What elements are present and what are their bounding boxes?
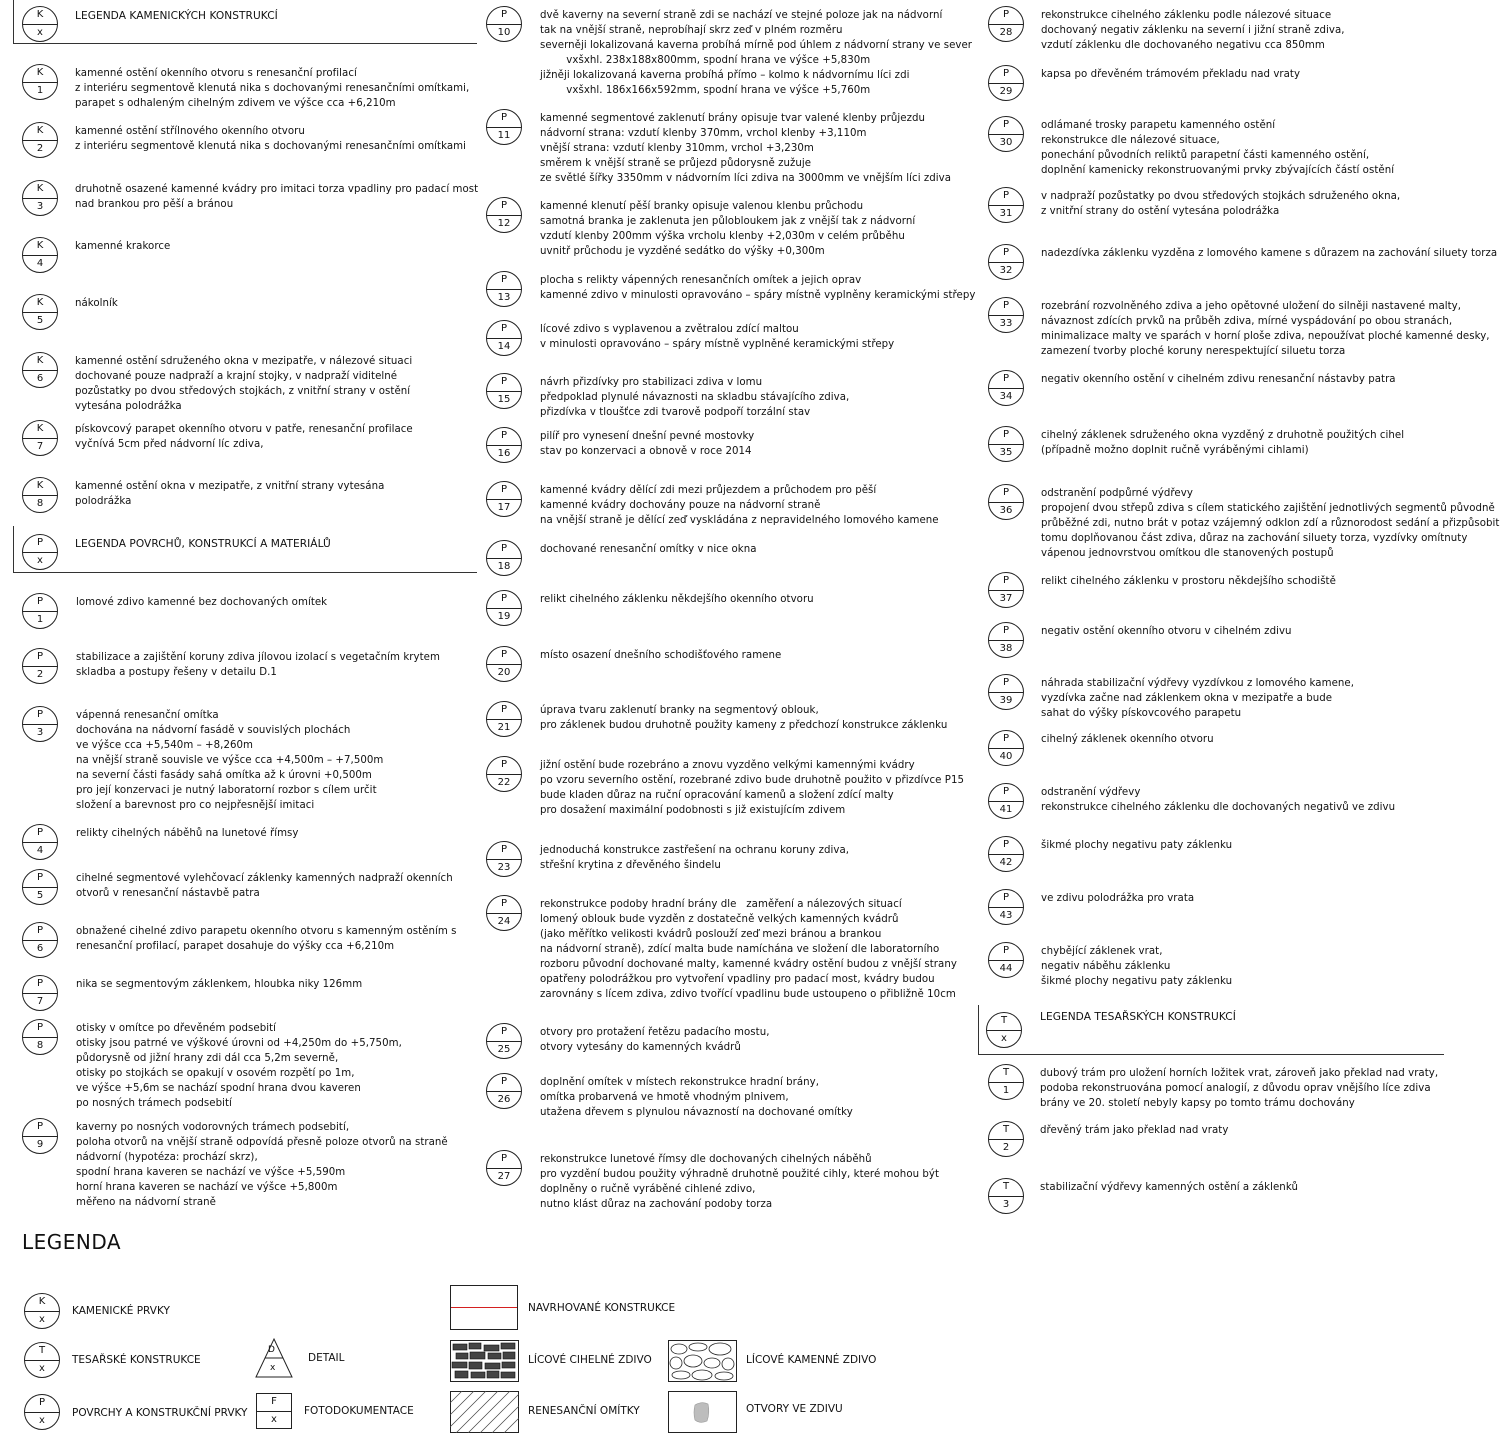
p-header-text: LEGENDA POVRCHŮ, KONSTRUKCÍ A MATERIÁLŮ xyxy=(75,538,331,550)
entry-description: relikt cihelného záklenku v prostoru někdejšího schodiště xyxy=(1041,576,1336,587)
entry-symbol xyxy=(22,593,58,629)
entry-description: jižní ostění bude rozebráno a znovu vyzděno velkými kamennými kvádry po vzoru severního ostění, rozebrané zdivo bude druhotně použito v přizdívce P15 bude kladen důraz na ruční opracování kamenů a složení zdící malty pro dosažení maximální podobnosti s již existujícím zdivem xyxy=(540,760,965,816)
entry-symbol xyxy=(988,674,1024,710)
entry-symbol xyxy=(486,590,522,626)
entry-symbol-letter: P xyxy=(1002,945,1010,956)
legend-d-letter: D xyxy=(268,1345,275,1355)
entry-description: v nadpraží pozůstatky po dvou středových stojkách sdruženého okna, z vnitřní strany do ostění vytesána polodrážka xyxy=(1041,191,1401,217)
entry-description: lícové zdivo s vyplavenou a zvětralou zdící maltou v minulosti opravováno – spáry místně vyplněné keramickými střepy xyxy=(540,324,895,350)
legend-d-num: x xyxy=(270,1363,276,1373)
entry-symbol-letter: P xyxy=(36,651,44,662)
entry-description: rekonstrukce lunetové římsy dle dochovaných cihelných náběhů pro vyzdění budou použity výhradně druhotně použité cihly, které mohou být doplněny o ručně vyráběné cihlené zdivo, nutno klást důraz na zachování podoby torza xyxy=(540,1154,940,1210)
entry-symbol-letter: P xyxy=(500,274,508,285)
entry-symbol-number: 39 xyxy=(999,695,1013,706)
entry-description: dochované renesanční omítky v nice okna xyxy=(540,544,757,555)
entry-description: ve zdivu polodrážka pro vrata xyxy=(1041,893,1195,904)
entry-symbol-letter: P xyxy=(36,925,44,936)
legend-k-label: KAMENICKÉ PRVKY xyxy=(72,1305,170,1317)
entry-symbol-number: 28 xyxy=(999,27,1013,38)
legend-p-symbol: P x xyxy=(24,1394,60,1430)
entry-symbol-number: 42 xyxy=(999,857,1013,868)
entry-symbol-letter: K xyxy=(36,67,44,78)
entry-description: lomové zdivo kamenné bez dochovaných omítek xyxy=(76,597,328,608)
entry-symbol xyxy=(988,187,1024,223)
entry-symbol xyxy=(22,420,58,456)
entry-symbol-number: 3 xyxy=(1002,1199,1010,1210)
legend-t-symbol: T x xyxy=(24,1342,60,1378)
entry-symbol xyxy=(22,1118,58,1154)
entry-symbol-letter: P xyxy=(1002,119,1010,130)
entry-symbol-number: 7 xyxy=(36,996,44,1007)
entry-symbol-letter: K xyxy=(36,183,44,194)
entry-symbol-number: 26 xyxy=(497,1094,511,1105)
entry-symbol xyxy=(22,237,58,273)
entry-symbol-letter: P xyxy=(1002,247,1010,258)
entry-description: doplnění omítek v místech rekonstrukce hradní brány, omítka probarvená ve hmotě vhodným plnivem, utažena dřevem s plynulou návazností na dochované omítky xyxy=(540,1077,853,1118)
entry-description: odstranění výdřevy rekonstrukce cihelného záklenku dle dochovaných negativů ve zdivu xyxy=(1041,787,1396,813)
entry-description: rozebrání rozvolněného zdiva a jeho opětovné uložení do silněji nastavené malty, návaznost zdících prvků na průběh zdiva, mírné vyspádování po obou stranách, minimalizace malty ve sparách v horní ploše zdiva, nepoužívat ploché kamenné desky, zamezení tvorby ploché koruny nerespektující siluetu torza xyxy=(1041,301,1490,357)
entry-description: nákolník xyxy=(75,298,118,309)
entry-symbol-letter: P xyxy=(1002,68,1010,79)
entry-symbol-letter: K xyxy=(36,480,44,491)
entry-symbol xyxy=(988,622,1024,658)
entry-symbol-number: 4 xyxy=(36,845,44,856)
entry-symbol-letter: P xyxy=(1002,487,1010,498)
entry-description: kamenné kvádry dělící zdi mezi průjezdem a průchodem pro pěší kamenné kvádry dochovány pouze na nádvorní straně na vnější straně je dělící zeď vyskládána z nepravidelného lomového kamene xyxy=(540,485,939,526)
entry-symbol xyxy=(988,244,1024,280)
entry-symbol-letter: K xyxy=(36,240,44,251)
opening-swatch-icon xyxy=(668,1391,737,1433)
entry-symbol-letter: P xyxy=(500,9,508,20)
entry-symbol-number: 4 xyxy=(36,258,44,269)
legend-k-symbol: K x xyxy=(24,1293,60,1329)
entry-description: pilíř pro vynesení dnešní pevné mostovky stav po konzervaci a obnově v roce 2014 xyxy=(540,431,755,457)
entry-symbol-letter: P xyxy=(500,649,508,660)
entry-symbol xyxy=(486,841,522,877)
openings-label: OTVORY VE ZDIVU xyxy=(746,1403,843,1415)
entry-description: stabilizační výdřevy kamenných ostění a záklenků xyxy=(1040,1182,1298,1193)
entry-symbol-letter: P xyxy=(1002,786,1010,797)
entry-symbol xyxy=(486,6,522,42)
entry-symbol-letter: P xyxy=(36,1022,44,1033)
entry-description: druhotně osazené kamenné kvádry pro imitaci torza vpadliny pro padací most nad brankou pro pěší a bránou xyxy=(75,184,479,210)
entry-description: kamenné klenutí pěší branky opisuje valenou klenbu průchodu samotná branka je zaklenuta jen půlobloukem jak z vnější tak z nádvorní vzdutí klenby 200mm výška vrcholu klenby +2,030m v celém průběhu uvnitř průchodu je vyzděné sedátko do výšky +0,300m xyxy=(540,201,916,257)
entry-symbol-number: 6 xyxy=(36,373,44,384)
entry-symbol-letter: P xyxy=(1002,429,1010,440)
entry-symbol-number: 15 xyxy=(497,394,511,405)
entry-description: kamenné ostění střílnového okenního otvoru z interiéru segmentově klenutá nika s dochovanými renesančními omítkami xyxy=(75,126,467,152)
entry-symbol xyxy=(988,370,1024,406)
entry-symbol xyxy=(988,6,1024,42)
entry-symbol-number: 38 xyxy=(999,643,1013,654)
entry-symbol-letter: K xyxy=(36,423,44,434)
entry-symbol xyxy=(988,484,1024,520)
entry-description: otvory pro protažení řetězu padacího mostu, otvory vytesány do kamenných kvádrů xyxy=(540,1027,770,1053)
entry-description: cihelný záklenek okenního otvoru xyxy=(1041,734,1214,745)
entry-description: plocha s relikty vápenných renesančních omítek a jejich oprav kamenné zdivo v minulosti opravováno – spáry místně vyplněny keramickými střepy xyxy=(540,275,976,301)
entry-symbol xyxy=(486,109,522,145)
entry-symbol-number: 1 xyxy=(1002,1085,1010,1096)
entry-symbol xyxy=(22,180,58,216)
entry-description: kamenné segmentové zaklenutí brány opisuje tvar valené klenby průjezdu nádvorní strana: vzdutí klenby 370mm, vrchol klenby +3,110m vnější strana: vzdutí klenby 310mm, vrchol +3,230m směrem k vnější straně se průjezd půdorysně zužuje ze světlé šířky 3350mm v nádvorním líci zdiva na 3000mm ve vnějším líci zdiva xyxy=(540,113,952,184)
entry-description: pískovcový parapet okenního otvoru v patře, renesanční profilace vyčnívá 5cm před nádvorní líc zdiva, xyxy=(75,424,413,450)
entry-symbol-number: 12 xyxy=(497,218,511,229)
entry-symbol-letter: P xyxy=(500,844,508,855)
entry-symbol-letter: P xyxy=(500,430,508,441)
entry-description: rekonstrukce podoby hradní brány dle zaměření a nálezových situací lomený oblouk bude vyzděn z dostatečně velkých kamenných kvádrů (jako měřítko velikosti kvádrů poslouží zeď mezi bránou a brankou na nádvorní straně), zdící malta bude namíchána ve složení dle laboratorního rozboru původní dochované malty, kamenné kvádry ostění budou z vnější strany opatřeny polodrážkou pro vytvoření vpadliny pro padací most, kvádry budou zarovnány s lícem zdiva, zdivo tvořící vpadlinu bude ustoupeno o přibližně 10cm xyxy=(540,899,957,1000)
legend-p-label: POVRCHY A KONSTRUKČNÍ PRVKY xyxy=(72,1407,248,1419)
entry-symbol-number: 9 xyxy=(36,1139,44,1150)
entry-symbol-number: 20 xyxy=(497,667,511,678)
entry-symbol xyxy=(486,271,522,307)
entry-description: šikmé plochy negativu paty záklenku xyxy=(1041,840,1233,851)
plaster-label: RENESANČNÍ OMÍTKY xyxy=(528,1405,640,1417)
legend-f-label: FOTODOKUMENTACE xyxy=(304,1405,414,1417)
entry-symbol-number: 5 xyxy=(36,890,44,901)
entry-symbol-letter: P xyxy=(500,323,508,334)
entry-symbol xyxy=(988,783,1024,819)
plaster-hatch-icon xyxy=(450,1391,519,1433)
entry-symbol xyxy=(22,648,58,684)
entry-symbol xyxy=(22,869,58,905)
entry-symbol-number: 18 xyxy=(497,561,511,572)
stone-label: LÍCOVÉ KAMENNÉ ZDIVO xyxy=(746,1354,877,1366)
entry-symbol xyxy=(988,1121,1024,1157)
entry-symbol xyxy=(22,294,58,330)
entry-symbol xyxy=(486,481,522,517)
entry-symbol-letter: P xyxy=(500,704,508,715)
entry-symbol xyxy=(486,1073,522,1109)
entry-description: dvě kaverny na severní straně zdi se nachází ve stejné poloze jak na nádvorní tak na vnější straně, neprobíhají skrz zeď v plném rozměru severněji lokalizovaná kaverna probíhá mírně pod úhlem z nádvorní strany ve sever vxšxhl. 238x188x800mm, spodní hrana ve výšce +5,830m jižněji lokalizovaná kaverna probíhá přímo – kolmo k nádvornímu líci zdi vxšxhl. 186x166x592mm, spodní hrana ve výšce +5,760m xyxy=(540,10,973,96)
brick-label: LÍCOVÉ CIHELNÉ ZDIVO xyxy=(528,1354,652,1366)
entry-description: kamenné krakorce xyxy=(75,241,171,252)
k-header-underline xyxy=(13,43,477,44)
entry-description: nika se segmentovým záklenkem, hloubka niky 126mm xyxy=(76,979,363,990)
entry-description: kamenné ostění okenního otvoru s renesanční profilací z interiéru segmentově klenutá nika s dochovanými renesančními omítkami, parapet s odhaleným cihelným zdivem ve výšce cca +6,210m xyxy=(75,68,470,109)
entry-description: dubový trám pro uložení horních ložitek vrat, zároveň jako překlad nad vraty, podoba rekonstruována pomocí analogií, z důvodu oprav vnějšího líce zdiva brány ve 20. století nebyly kapsy po tomto trámu dochovány xyxy=(1040,1068,1439,1109)
entry-symbol xyxy=(22,64,58,100)
entry-symbol-letter: P xyxy=(1002,575,1010,586)
entry-symbol-letter: P xyxy=(1002,733,1010,744)
entry-symbol xyxy=(486,646,522,682)
entry-description: jednoduchá konstrukce zastřešení na ochranu koruny zdiva, střešní krytina z dřevěného šindelu xyxy=(540,845,850,871)
entry-symbol-number: 19 xyxy=(497,611,511,622)
entry-symbol xyxy=(486,540,522,576)
entry-description: cihelný záklenek sdruženého okna vyzděný z druhotně použitých cihel (případně možno doplnit ručně vyráběnými cihlami) xyxy=(1041,430,1405,456)
k-header-bracket xyxy=(13,0,14,43)
entry-symbol xyxy=(486,895,522,931)
entry-description: kapsa po dřevěném trámovém překladu nad vraty xyxy=(1041,69,1301,80)
entry-symbol-number: 2 xyxy=(36,143,44,154)
entry-symbol xyxy=(486,701,522,737)
entry-symbol-number: 8 xyxy=(36,498,44,509)
entry-symbol xyxy=(988,1178,1024,1214)
entry-symbol-letter: P xyxy=(500,898,508,909)
entry-symbol xyxy=(486,197,522,233)
entry-symbol-letter: P xyxy=(1002,300,1010,311)
entry-symbol-number: 30 xyxy=(999,137,1013,148)
entry-symbol xyxy=(988,116,1024,152)
entry-description: stabilizace a zajištění koruny zdiva jílovou izolací s vegetačním krytem skladba a postupy řešeny v detailu D.1 xyxy=(76,652,440,678)
entry-symbol-letter: P xyxy=(36,872,44,883)
entry-description: rekonstrukce cihelného záklenku podle nálezové situace dochovaný negativ záklenku na severní i jižní straně zdiva, vzdutí záklenku dle dochovaného negativu cca 850mm xyxy=(1041,10,1345,51)
entry-symbol-letter: P xyxy=(1002,9,1010,20)
entry-symbol-number: 16 xyxy=(497,448,511,459)
entry-symbol-letter: P xyxy=(36,709,44,720)
entry-description: kaverny po nosných vodorovných trámech podsebití, poloha otvorů na vnější straně odpovídá přesně poloze otvorů na straně nádvorní (hypotéza: prochází skrz), spodní hrana kaveren se nachází ve výšce +5,590m horní hrana kaveren se nachází ve výšce +5,800m měřeno na nádvorní straně xyxy=(76,1122,448,1208)
k-header-symbol: K x xyxy=(22,6,58,42)
entry-description: obnažené cihelné zdivo parapetu okenního otvoru s kamenným ostěním s renesanční profilací, parapet dosahuje do výšky cca +6,210m xyxy=(76,926,457,952)
entry-symbol-letter: P xyxy=(1002,677,1010,688)
entry-symbol-letter: P xyxy=(36,827,44,838)
p-header-underline xyxy=(13,572,477,573)
entry-description: kamenné ostění sdruženého okna v mezipatře, v nálezové situaci dochované pouze nadpraží a krajní stojky, v nadpraží viditelné pozůstatky po dvou středových stojkách, z vnitřní strany v ostění vytesána polodrážka xyxy=(75,356,413,412)
entry-symbol-number: 17 xyxy=(497,502,511,513)
entry-symbol xyxy=(486,373,522,409)
entry-symbol-number: 44 xyxy=(999,963,1013,974)
entry-symbol-letter: P xyxy=(500,112,508,123)
entry-symbol xyxy=(22,122,58,158)
legend-t-label: TESAŘSKÉ KONSTRUKCE xyxy=(72,1354,201,1366)
entry-symbol-number: 33 xyxy=(999,318,1013,329)
proposed-swatch xyxy=(450,1285,518,1330)
proposed-label: NAVRHOVANÉ KONSTRUKCE xyxy=(528,1302,676,1314)
entry-symbol xyxy=(22,975,58,1011)
entry-symbol-number: 8 xyxy=(36,1040,44,1051)
entry-symbol-number: 13 xyxy=(497,292,511,303)
t-header-symbol: T x xyxy=(986,1012,1022,1048)
entry-symbol-letter: P xyxy=(1002,625,1010,636)
entry-symbol-letter: T xyxy=(1002,1181,1010,1192)
entry-symbol-number: 31 xyxy=(999,208,1013,219)
entry-description: úprava tvaru zaklenutí branky na segmentový oblouk, pro záklenek budou druhotně použity kameny z předchozí konstrukce záklenku xyxy=(540,705,948,731)
entry-symbol xyxy=(486,320,522,356)
entry-symbol xyxy=(486,427,522,463)
entry-symbol-letter: K xyxy=(36,297,44,308)
entry-symbol-letter: K xyxy=(36,355,44,366)
entry-symbol-number: 29 xyxy=(999,86,1013,97)
entry-symbol-number: 3 xyxy=(36,727,44,738)
entry-symbol-number: 22 xyxy=(497,777,511,788)
entry-symbol-number: 3 xyxy=(36,201,44,212)
legend-d-label: DETAIL xyxy=(308,1352,345,1364)
entry-symbol xyxy=(22,1019,58,1055)
entry-symbol-letter: P xyxy=(1002,839,1010,850)
p-header-bracket xyxy=(13,526,14,572)
t-header-underline xyxy=(978,1054,1444,1055)
entry-symbol xyxy=(22,922,58,958)
entry-symbol xyxy=(988,730,1024,766)
entry-symbol-number: 1 xyxy=(36,614,44,625)
entry-symbol-number: 43 xyxy=(999,910,1013,921)
entry-description: návrh přizdívky pro stabilizaci zdiva v lomu předpoklad plynulé návaznosti na skladbu stávajícího zdiva, přizdívka v tloušťce zdi tvarově podpoří torzální stav xyxy=(540,377,850,418)
entry-symbol-letter: P xyxy=(500,759,508,770)
entry-symbol xyxy=(988,836,1024,872)
entry-description: chybějící záklenek vrat, negativ náběhu záklenku šikmé plochy negativu paty záklenku xyxy=(1041,946,1233,987)
entry-symbol-number: 2 xyxy=(36,669,44,680)
legend-f-symbol: F x xyxy=(256,1393,292,1429)
stone-hatch-icon xyxy=(668,1340,737,1382)
entry-description: kamenné ostění okna v mezipatře, z vnitřní strany vytesána polodrážka xyxy=(75,481,385,507)
entry-symbol xyxy=(22,824,58,860)
entry-symbol-letter: P xyxy=(1002,190,1010,201)
entry-description: cihelné segmentové vylehčovací záklenky kamenných nadpraží okenních otvorů v renesanční nástavbě patra xyxy=(76,873,453,899)
entry-symbol-letter: P xyxy=(36,1121,44,1132)
entry-symbol-number: 27 xyxy=(497,1171,511,1182)
entry-description: vápenná renesanční omítka dochována na nádvorní fasádě v souvislých plochách ve výšce cca +5,540m – +8,260m na vnější straně souvisle ve výšce cca +4,500m – +7,500m na severní části fasády sahá omítka až k úrovni +0,500m pro její konzervaci je nutný laboratorní rozbor s cílem určit složení a barevnost pro co nejpřesnější imitaci xyxy=(76,710,384,811)
entry-symbol-letter: P xyxy=(500,1153,508,1164)
entry-symbol-number: 21 xyxy=(497,722,511,733)
t-header-text: LEGENDA TESAŘSKÝCH KONSTRUKCÍ xyxy=(1040,1011,1236,1023)
entry-symbol-letter: K xyxy=(36,125,44,136)
entry-symbol xyxy=(22,706,58,742)
entry-symbol xyxy=(988,889,1024,925)
entry-symbol-number: 32 xyxy=(999,265,1013,276)
entry-symbol-number: 14 xyxy=(497,341,511,352)
entry-description: relikty cihelných náběhů na lunetové římsy xyxy=(76,828,299,839)
entry-description: negativ okenního ostění v cihelném zdivu renesanční nástavby patra xyxy=(1041,374,1396,385)
entry-symbol-number: 35 xyxy=(999,447,1013,458)
entry-symbol-letter: P xyxy=(500,484,508,495)
entry-symbol xyxy=(22,352,58,388)
entry-symbol xyxy=(988,426,1024,462)
entry-symbol-number: 40 xyxy=(999,751,1013,762)
entry-symbol-number: 36 xyxy=(999,505,1013,516)
entry-description: otisky v omítce po dřevěném podsebití otisky jsou patrné ve výškové úrovni od +4,250m do +5,750m, půdorysně od jižní hrany zdi dál cca 5,2m severně, otisky po stojkách se opakují v osovém rozpětí po 1m, ve výšce +5,6m se nachází spodní hrana dvou kaveren po nosných trámech podsebití xyxy=(76,1023,402,1109)
entry-symbol-number: 7 xyxy=(36,441,44,452)
entry-symbol-letter: P xyxy=(36,978,44,989)
entry-description: odstranění podpůrné výdřevy propojení dvou střepů zdiva s cílem statického zajištění jednotlivých segmentů původně průběžné zdi, nutno brát v potaz vzájemný odklon zdí a různorodost sedání a přizpůsobit tomu doplňovanou část zdiva, důraz na zachování siluety torza, vyzdívky omítnuty vápenou jednovrstvou omítkou dle stanovených postupů xyxy=(1041,488,1500,559)
entry-symbol-number: 1 xyxy=(36,85,44,96)
entry-symbol-number: 5 xyxy=(36,315,44,326)
entry-symbol-number: 24 xyxy=(497,916,511,927)
entry-symbol-number: 34 xyxy=(999,391,1013,402)
entry-symbol xyxy=(988,297,1024,333)
entry-symbol-number: 41 xyxy=(999,804,1013,815)
entry-symbol-letter: P xyxy=(1002,373,1010,384)
entry-symbol-number: 23 xyxy=(497,862,511,873)
entry-symbol xyxy=(988,942,1024,978)
entry-symbol xyxy=(988,65,1024,101)
entry-symbol-number: 25 xyxy=(497,1044,511,1055)
entry-symbol-letter: P xyxy=(500,1026,508,1037)
proposed-red-line xyxy=(451,1307,517,1308)
entry-description: negativ ostění okenního otvoru v cihelném zdivu xyxy=(1041,626,1292,637)
entry-symbol xyxy=(22,477,58,513)
entry-symbol xyxy=(486,1023,522,1059)
entry-symbol-letter: P xyxy=(500,543,508,554)
entry-symbol xyxy=(988,1064,1024,1100)
entry-symbol-number: 11 xyxy=(497,130,511,141)
entry-symbol xyxy=(486,1150,522,1186)
entry-description: nadezdívka záklenku vyzděna z lomového kamene s důrazem na zachování siluety torza xyxy=(1041,248,1498,259)
entry-description: odlámané trosky parapetu kamenného ostění rekonstrukce dle nálezové situace, ponechání původních reliktů parapetní části kamenného ostění, doplnění kamenicky rekonstruovanými prvky zbývajících částí ostění xyxy=(1041,120,1395,176)
entry-symbol-letter: P xyxy=(500,376,508,387)
entry-symbol-letter: P xyxy=(500,1076,508,1087)
entry-symbol-number: 6 xyxy=(36,943,44,954)
p-header-symbol: P x xyxy=(22,534,58,570)
entry-symbol-letter: P xyxy=(500,200,508,211)
t-header-bracket xyxy=(978,1005,979,1054)
brick-hatch-icon xyxy=(450,1340,519,1382)
k-header-text: LEGENDA KAMENICKÝCH KONSTRUKCÍ xyxy=(75,10,278,22)
entry-symbol-number: 10 xyxy=(497,27,511,38)
entry-symbol xyxy=(486,756,522,792)
entry-description: relikt cihelného záklenku někdejšího okenního otvoru xyxy=(540,594,814,605)
legend-title: LEGENDA xyxy=(22,1230,122,1254)
entry-symbol-letter: P xyxy=(36,596,44,607)
entry-symbol-letter: T xyxy=(1002,1067,1010,1078)
entry-description: dřevěný trám jako překlad nad vraty xyxy=(1040,1125,1229,1136)
entry-symbol-letter: T xyxy=(1002,1124,1010,1135)
entry-symbol-number: 37 xyxy=(999,593,1013,604)
entry-symbol-letter: P xyxy=(500,593,508,604)
entry-description: náhrada stabilizační výdřevy vyzdívkou z lomového kamene, vyzdívka začne nad záklenkem okna v mezipatře a bude sahat do výšky pískovcového parapetu xyxy=(1041,678,1355,719)
entry-description: místo osazení dnešního schodišťového ramene xyxy=(540,650,782,661)
entry-symbol xyxy=(988,572,1024,608)
entry-symbol-letter: P xyxy=(1002,892,1010,903)
entry-symbol-number: 2 xyxy=(1002,1142,1010,1153)
